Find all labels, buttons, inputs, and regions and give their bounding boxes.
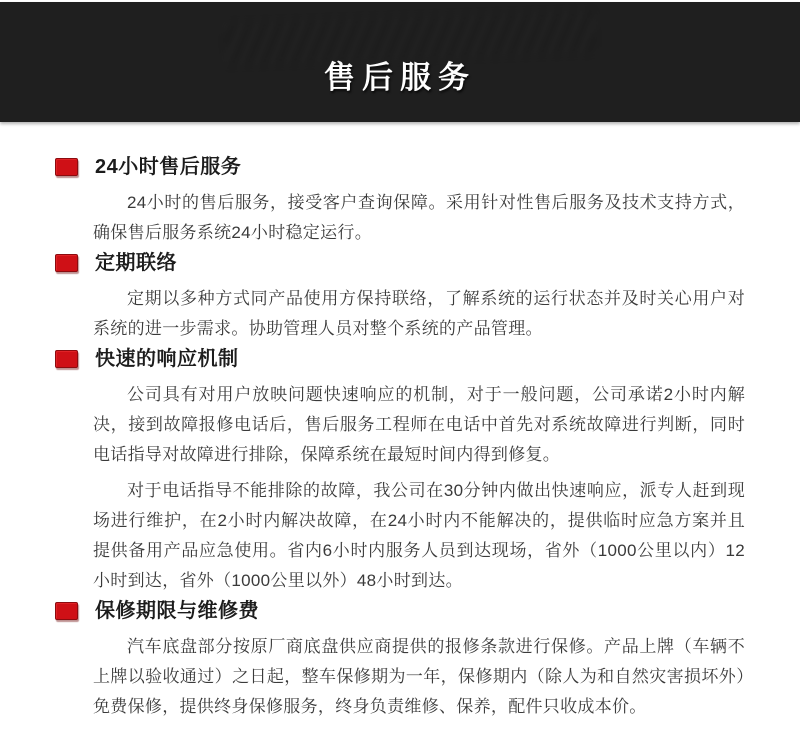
page-header-banner xyxy=(0,2,800,122)
section-heading-row xyxy=(55,248,745,278)
section-rapid-response xyxy=(55,344,745,596)
section-paragraph: 对于电话指导不能排除的故障，我公司在30分钟内做出快速响应，派专人赶到现场进行维护，在2小时内解决故障，在24小时内不能解决的，提供临时应急方案并且提供备用产品应急使用。省内6小时内服务人员到达现场，省外（1000公里以内）12小时到达，省外（1000公里以外）48小时到达。 xyxy=(93,481,745,590)
section-heading-row xyxy=(55,152,745,182)
section-heading: 快速的响应机制 xyxy=(95,348,239,370)
section-heading-row xyxy=(55,596,745,626)
red-square-bullet-icon xyxy=(55,602,78,620)
section-heading: 定期联络 xyxy=(95,252,177,274)
section-paragraph: 24小时的售后服务，接受客户查询保障。采用针对性售后服务及技术支持方式，确保售后服务系统24小时稳定运行。 xyxy=(93,193,745,242)
red-square-bullet-icon xyxy=(55,158,78,176)
section-paragraph: 汽车底盘部分按原厂商底盘供应商提供的报修条款进行保修。产品上牌（车辆不上牌以验收通过）之日起，整车保修期为一年，保修期内（除人为和自然灾害损坏外）免费保修，提供终身保修服务，终身负责维修、保养，配件只收成本价。 xyxy=(93,637,745,716)
page-title: 售后服务 xyxy=(324,60,476,95)
section-regular-contact xyxy=(55,248,745,344)
section-heading-row xyxy=(55,344,745,374)
content-area xyxy=(0,122,800,722)
section-heading: 24小时售后服务 xyxy=(95,156,242,178)
section-24h-after-sales xyxy=(55,152,745,248)
section-paragraph: 公司具有对用户放映问题快速响应的机制，对于一般问题，公司承诺2小时内解决，接到故障报修电话后，售后服务工程师在电话中首先对系统故障进行判断，同时电话指导对故障进行排除，保障系统在最短时间内得到修复。 xyxy=(93,385,745,464)
section-warranty-period xyxy=(55,596,745,722)
red-square-bullet-icon xyxy=(55,254,78,272)
section-heading: 保修期限与维修费 xyxy=(95,600,259,622)
section-paragraph: 定期以多种方式同产品使用方保持联络，了解系统的运行状态并及时关心用户对系统的进一步需求。协助管理人员对整个系统的产品管理。 xyxy=(93,289,745,338)
red-square-bullet-icon xyxy=(55,350,78,368)
